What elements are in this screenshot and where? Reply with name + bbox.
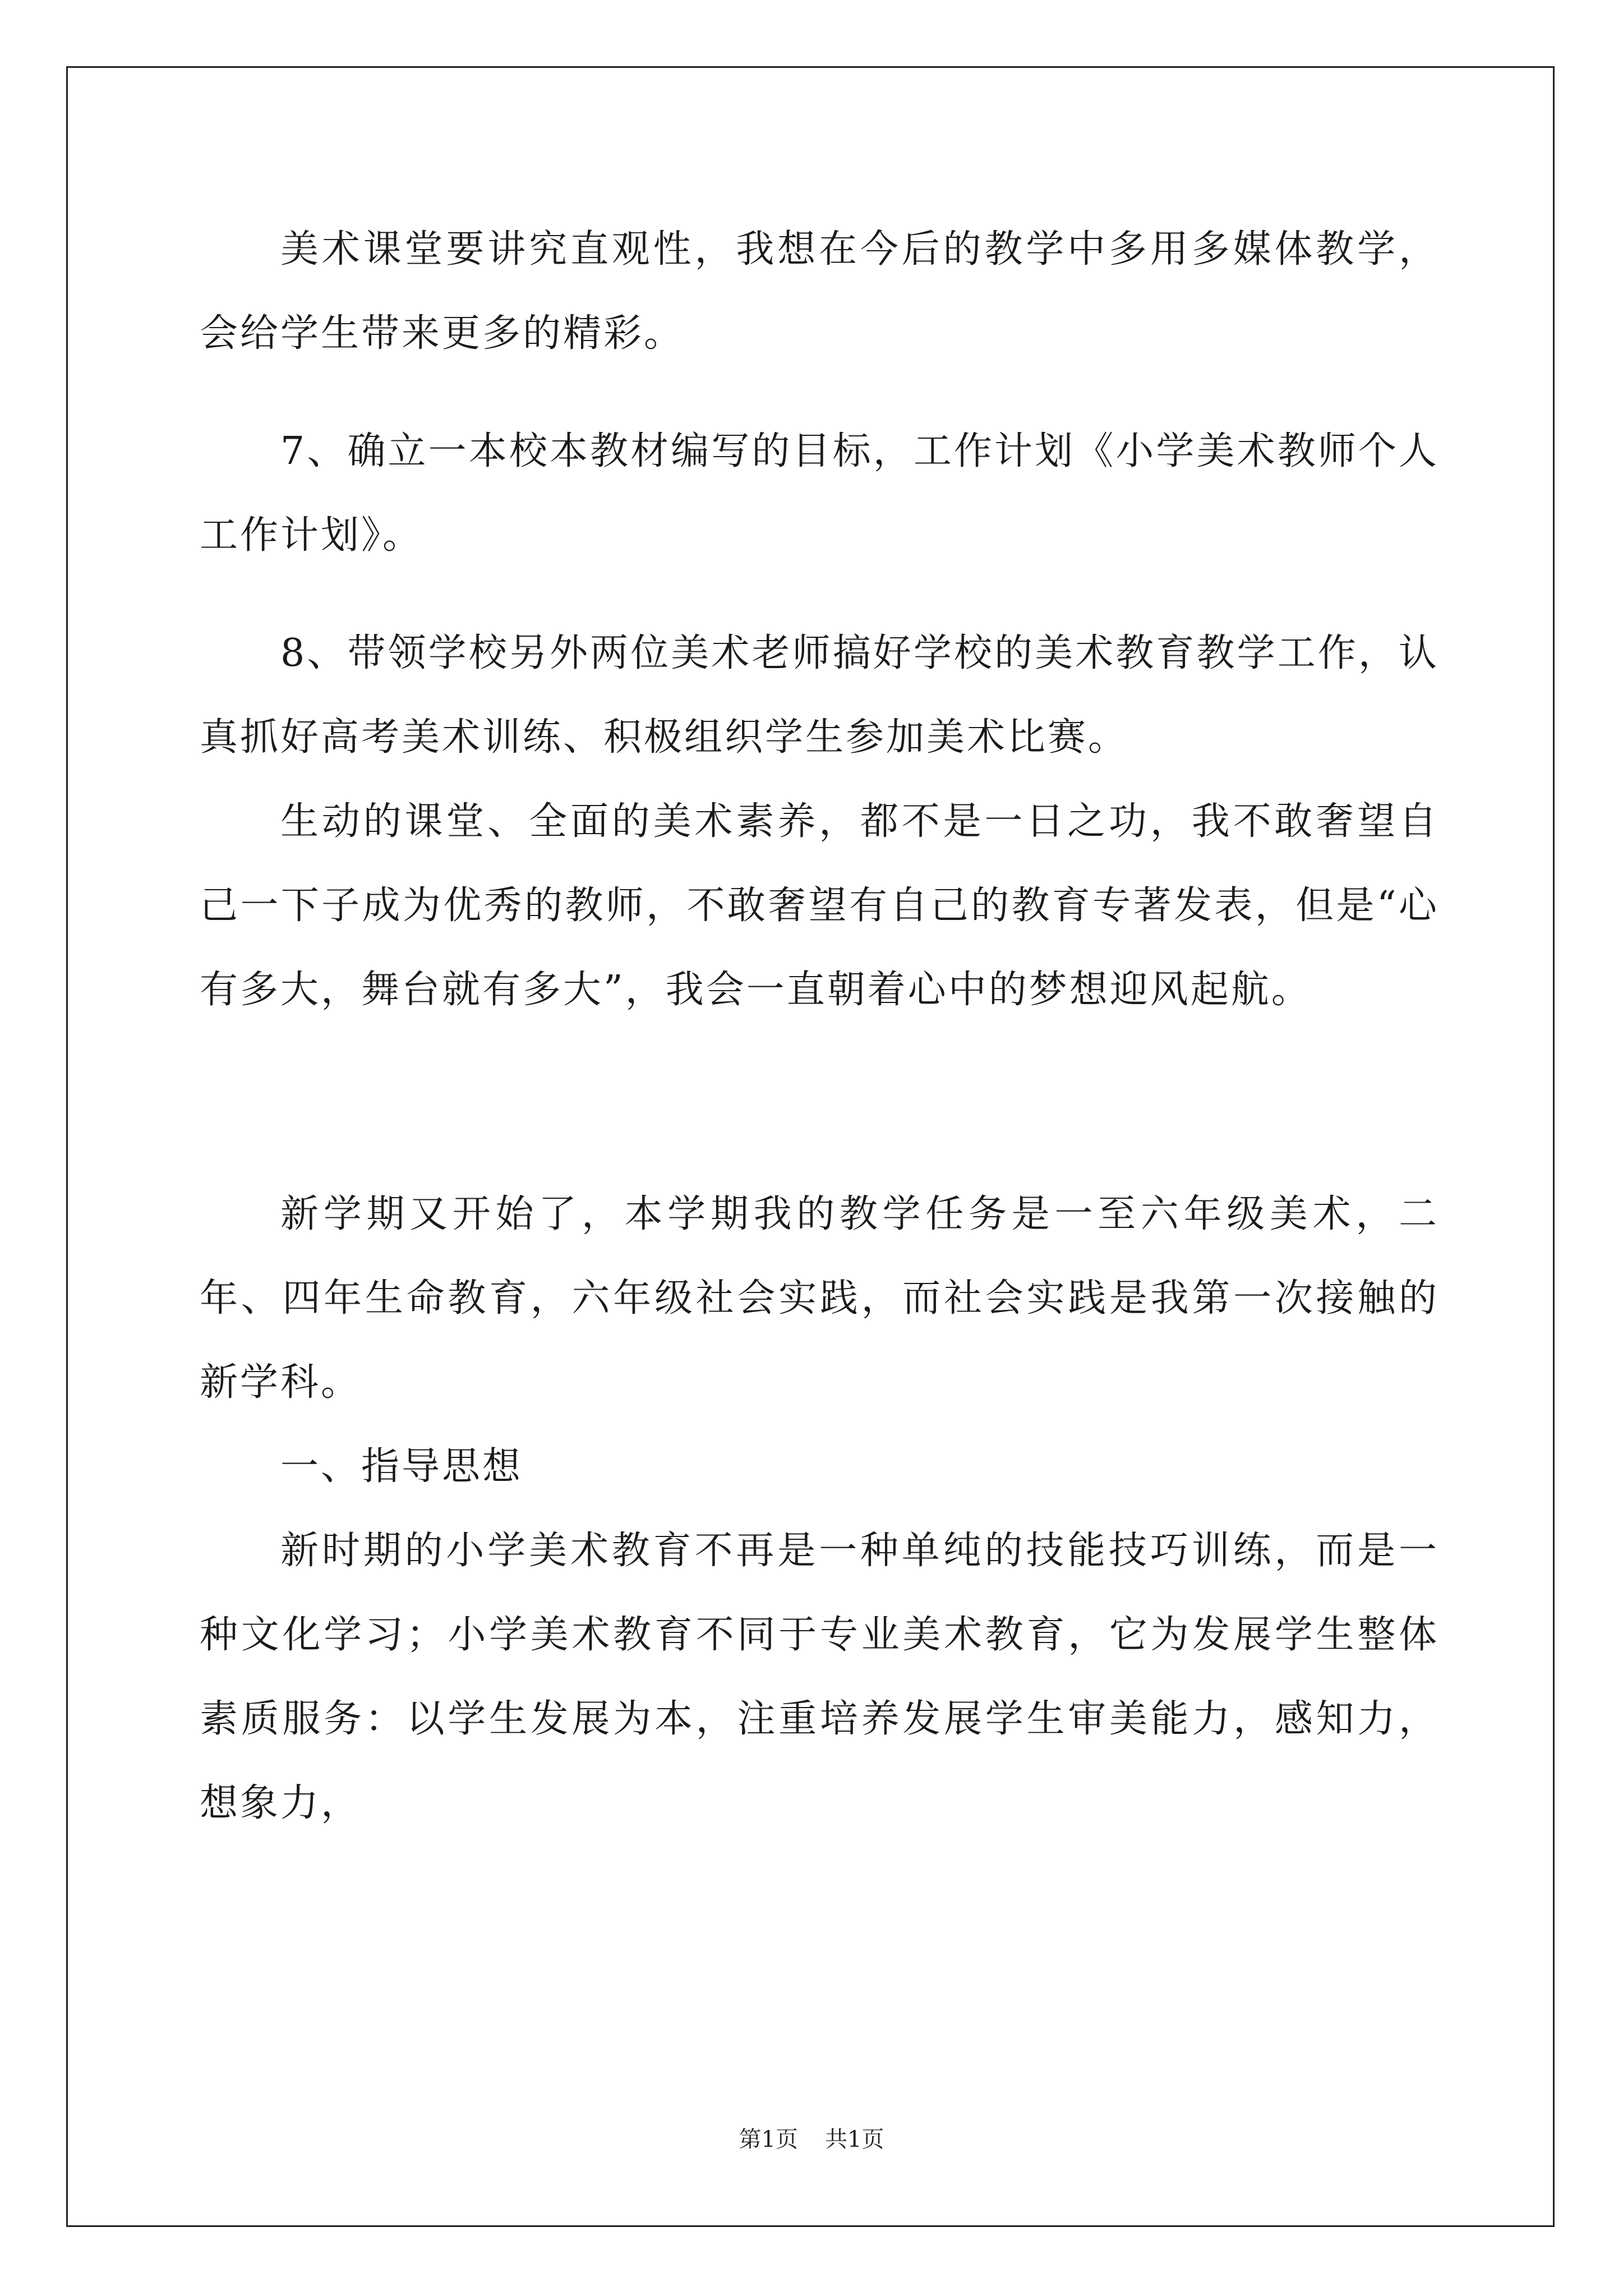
section-heading-guiding-thought: 一、指导思想	[280, 1444, 523, 1489]
paragraph-guiding-thought: 新时期的小学美术教育不再是一种单纯的技能技巧训练，而是一种文化学习；小学美术教育不同于专业美术教育，它为发展学生整体素质服务：以学生发展为本，注重培养发展学生审美能力，感知力，想象力，	[200, 1529, 1439, 1825]
document-body	[200, 208, 1439, 1846]
page-total: 共1页	[825, 2127, 884, 2152]
paragraph-multimedia: 美术课堂要讲究直观性，我想在今后的教学中多用多媒体教学，会给学生带来更多的精彩。	[200, 227, 1439, 356]
section-gap	[200, 1032, 1439, 1172]
page-number: 第1页	[739, 2127, 798, 2152]
paragraph-item-7: 7、确立一本校本教材编写的目标，工作计划《小学美术教师个人工作计划》。	[200, 429, 1439, 558]
paragraph-new-semester: 新学期又开始了，本学期我的教学任务是一至六年级美术，二年、四年生命教育，六年级社会实践，而社会实践是我第一次接触的新学科。	[200, 1192, 1439, 1405]
paragraph-item-8: 8、带领学校另外两位美术老师搞好学校的美术教育教学工作，认真抓好高考美术训练、积极组织学生参加美术比赛。	[200, 631, 1439, 760]
paragraph-gap	[200, 578, 1439, 611]
paragraph-gap	[200, 376, 1439, 409]
paragraph-closing: 生动的课堂、全面的美术素养，都不是一日之功，我不敢奢望自己一下子成为优秀的教师，不敢奢望有自己的教育专著发表，但是“心有多大，舞台就有多大”，我会一直朝着心中的梦想迎风起航。	[200, 799, 1439, 1012]
page-footer	[0, 2122, 1623, 2154]
